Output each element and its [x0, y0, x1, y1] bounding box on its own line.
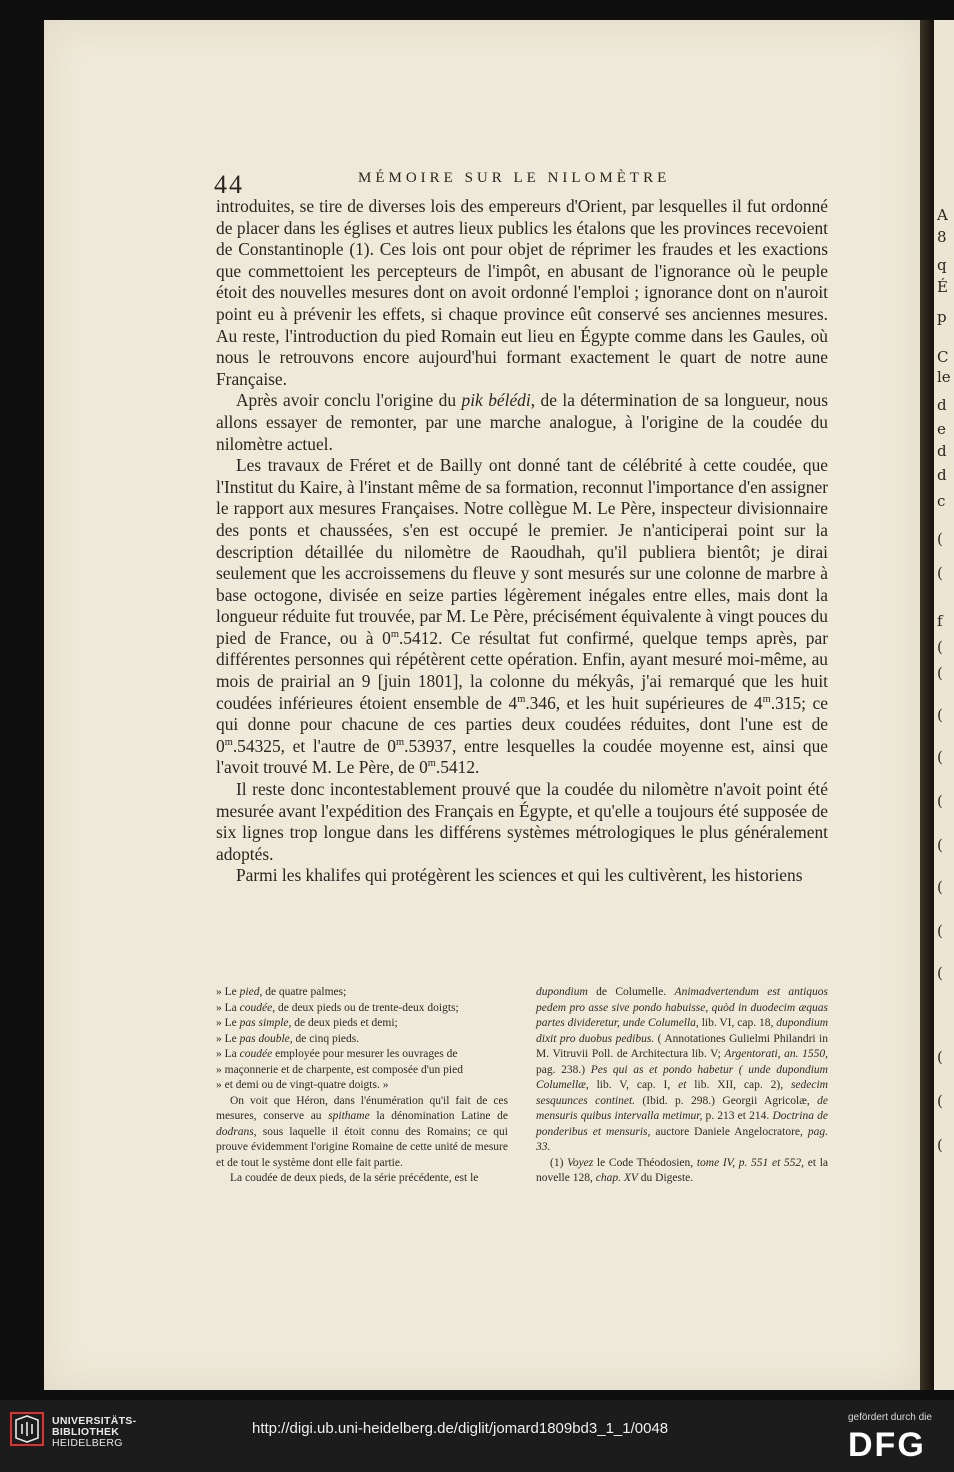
adjacent-page-edge	[934, 20, 954, 1390]
paragraph: Après avoir conclu l'origine du pik bélédi, de la détermination de sa longueur, nous allons essayer de remonter, par une marche analogue, à l'origine de la coudée du nilomètre actuel.	[216, 390, 828, 454]
adjacent-fragment: le	[937, 368, 951, 386]
footnote-paragraph: dupondium de Columelle. Animadvertendum est antiquos pedem pro asse sive pondo habuisse, quòd in duodecim æquas partes divideretur, unde Columella, lib. VI, cap. 18, dupondium dixit pro duobus pedibus. ( Annotationes Gulielmi Philandri in M. Vitruvii Poll. de Architectura lib. V; Argentorati, an. 1550, pag. 238.) Pes qui as et pondo habetur ( unde dupondium Columellæ, lib. V, cap. I, et lib. XII, cap. 2), sedecim sesquunces continet. (Ibid. p. 298.) Georgii Agricolæ, de mensuris quibus intervalla metimur, p. 213 et 214. Doctrina de ponderibus et mensuris, auctore Daniele Angelocratore, pag. 33.	[536, 986, 829, 1153]
page-header	[214, 162, 834, 198]
adjacent-fragment: A	[937, 206, 948, 224]
footnote-column-left	[216, 985, 508, 1187]
paragraph: Il reste donc incontestablement prouvé que la coudée du nilomètre n'avoit point été mesurée avant l'expédition des Français en Égypte, et qu'elle a toujours été supposée de six lignes trop longue dans les différens systèmes métrologiques le plus généralement adoptés.	[216, 779, 828, 864]
viewer-footer-bar	[0, 1400, 954, 1472]
footnote-column-right	[536, 985, 828, 1187]
adjacent-fragment: (	[937, 792, 943, 810]
adjacent-fragment: e	[937, 420, 946, 438]
body-text	[216, 196, 828, 887]
footnote-line: » et demi ou de vingt-quatre doigts. »	[216, 1079, 389, 1091]
dfg-logo[interactable]: DFG	[848, 1426, 926, 1464]
footnote-line: » Le pas double, de cinq pieds.	[216, 1032, 360, 1045]
adjacent-fragment: (	[937, 964, 943, 982]
funding-caption: gefördert durch die	[848, 1412, 932, 1423]
paragraph: Les travaux de Fréret et de Bailly ont donné tant de célébrité à cette coudée, que l'Institut du Kaire, à l'instant même de sa formation, reconnut l'importance d'en assigner le rapport aux mesures Françaises. Notre collègue M. Le Père, inspecteur divisionnaire des ponts et chaussées, s'en est occupé le premier. Je n'anticiperai point sur la description détaillée du nilomètre de Raoudhah, qu'il publiera bientôt; je dirai seulement que les accroissemens du fleuve y sont mesurés sur une colonne de marbre à base octogone, divisée en seize parties légèrement inégales entre elles, mais dont la longueur réduite fut trouvée, par M. Le Père, précisément équivalente à vingt pouces du pied de France, ou à 0$^m$.5412. Ce résultat fut confirmé, quelque temps après, par différentes personnes qui répétèrent cette opération. Enfin, ayant mesuré moi-même, au mois de prairial an 9 [juin 1801], la colonne du mékyâs, j'ai remarqué que les huit coudées inférieures étoient ensemble de 4$^m$.346, et les huit supérieures de 4$^m$.315; ce qui donne pour chacune de ces parties deux coudées réduites, dont l'une est de 0$^m$.54325, et l'autre de 0$^m$.53937, entre lesquelles la coudée moyenne est, ainsi que l'avoit trouvé M. Le Père, de 0$^m$.5412.	[216, 455, 828, 778]
adjacent-fragment: 8	[937, 228, 947, 246]
library-name[interactable]: UNIVERSITÄTS- BIBLIOTHEK HEIDELBERG	[52, 1415, 137, 1449]
adjacent-fragment: (	[937, 1092, 943, 1110]
adjacent-fragment: d	[937, 396, 947, 414]
footnotes	[216, 985, 828, 1187]
adjacent-fragment: q	[937, 256, 947, 274]
footnote-line: » Le pas simple, de deux pieds et demi;	[216, 1017, 398, 1029]
adjacent-fragment: (	[937, 1136, 943, 1154]
page-number: 44	[214, 170, 244, 199]
adjacent-fragment: É	[937, 278, 948, 296]
footnote-line: » Le pied, de quatre palmes;	[216, 986, 347, 998]
adjacent-fragment: f	[937, 612, 943, 630]
adjacent-fragment: (	[937, 748, 943, 766]
adjacent-fragment: (	[937, 836, 943, 854]
footnote-paragraph: On voit que Héron, dans l'énumération qu'il fait de ces mesures, conserve au spithame la dénomination Latine de dodrans, sous laquelle il étoit connu des Romains; ce qui prouve évidemment l'origine Romaine de cette unité de mesure et de tout le système dont elle fait partie.	[216, 1094, 509, 1169]
adjacent-fragment: C	[937, 348, 949, 366]
footnote-line: » La coudée employée pour mesurer les ouvrages de	[216, 1048, 458, 1060]
adjacent-fragment: (	[937, 1048, 943, 1066]
running-title: MÉMOIRE SUR LE NILOMÈTRE	[358, 170, 671, 186]
footnote-line: » La coudée, de deux pieds ou de trente-deux doigts;	[216, 1001, 459, 1014]
paragraph: introduites, se tire de diverses lois des empereurs d'Orient, par lesquelles il fut ordonné de placer dans les églises et autres lieux publics les étalons que les provinces recevoient de Constantinople (1). Ces lois ont pour objet de réprimer les fraudes et les exactions que commettoient les percepteurs de l'impôt, en abusant de l'ignorance où le peuple étoit des nouvelles mesures dont on avoit ordonné l'emploi ; ignorance dont on n'auroit point eu à prévenir les effets, si chaque province eût conservé ses anciennes mesures. Au reste, l'introduction du pied Romain eut lieu en Égypte comme dans les Gaules, où nous le retrouvons encore aujourd'hui formant exactement le quart de notre aune Française.	[216, 196, 828, 389]
adjacent-fragment: (	[937, 530, 943, 548]
footnote-line: » maçonnerie et de charpente, est composée d'un pied	[216, 1063, 463, 1076]
adjacent-fragment: (	[937, 878, 943, 896]
paragraph: Parmi les khalifes qui protégèrent les sciences et qui les cultivèrent, les historiens	[236, 865, 803, 886]
permalink-url[interactable]: http://digi.ub.uni-heidelberg.de/diglit/jomard1809bd3_1_1/0048	[252, 1420, 669, 1437]
adjacent-fragment: (	[937, 664, 943, 682]
adjacent-fragment: (	[937, 706, 943, 724]
adjacent-fragment: d	[937, 442, 947, 460]
adjacent-fragment: d	[937, 466, 947, 484]
book-gutter	[920, 20, 934, 1390]
adjacent-fragment: c	[937, 492, 946, 510]
adjacent-fragment: (	[937, 638, 943, 656]
university-library-logo-icon[interactable]	[10, 1412, 44, 1446]
adjacent-fragment: p	[937, 308, 947, 326]
adjacent-fragment: (	[937, 922, 943, 940]
footnote-paragraph: (1) Voyez le Code Théodosien, tome IV, p. 551 et 552, et la novelle 128, chap. XV du Digeste.	[536, 1156, 828, 1184]
footnote-paragraph: La coudée de deux pieds, de la série précédente, est le	[230, 1172, 479, 1184]
adjacent-fragment: (	[937, 564, 943, 582]
